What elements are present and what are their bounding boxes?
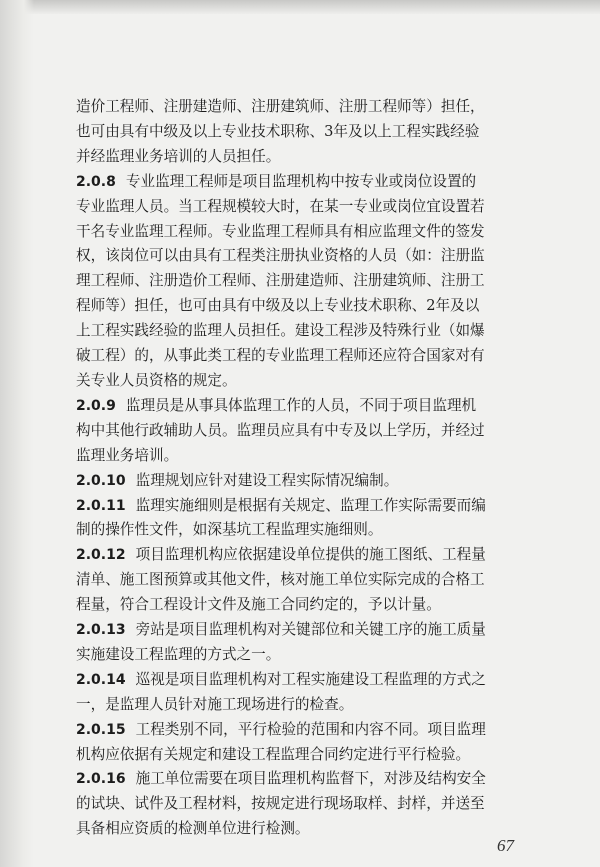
text-line (76, 618, 546, 643)
text-line (76, 469, 546, 494)
text-line (76, 543, 546, 568)
clause-number: 2.0.14 (76, 671, 126, 688)
clause-number: 2.0.9 (76, 397, 116, 414)
book-gutter-shadow (0, 0, 34, 867)
clause-text: 监理实施细则是根据有关规定、监理工作实际需要而编 (135, 496, 486, 514)
text-line: 关专业人员资格的规定。 (76, 371, 237, 389)
text-line (76, 494, 546, 519)
clause-text: 监理员是从事具体监理工作的人员，不同于项目监理机 (125, 396, 477, 414)
clause-number: 2.0.16 (76, 771, 126, 788)
page-number: 67 (497, 836, 514, 855)
clause-number: 2.0.10 (76, 472, 126, 489)
text-line (76, 767, 546, 792)
text-line: 理工程师、注册造价工程师、注册建造师、注册建筑师、注册工 (76, 272, 485, 290)
clause-number: 2.0.15 (76, 721, 126, 738)
clause-text: 施工单位需要在项目监理机构监督下，对涉及结构安全 (135, 770, 486, 788)
clause-text: 监理规划应针对建设工程实际情况编制。 (135, 471, 399, 489)
text-line: 专业监理人员。当工程规模较大时，在某一专业或岗位宜设置若 (76, 197, 485, 215)
clause-number: 2.0.13 (76, 622, 126, 639)
text-line: 机构应依据有关规定和建设工程监理合同约定进行平行检验。 (76, 745, 471, 763)
text-line: 监理业务培训。 (76, 446, 179, 464)
clause-number: 2.0.11 (76, 497, 126, 514)
text-line: 一，是监理人员针对施工现场进行的检查。 (76, 695, 354, 713)
clause-number: 2.0.8 (76, 173, 116, 190)
document-body (76, 95, 546, 842)
text-line: 权，该岗位可以由具有工程类注册执业资格的人员（如：注册监 (76, 247, 485, 265)
text-line: 制的操作性文件，如深基坑工程监理实施细则。 (76, 521, 383, 539)
text-line (76, 718, 546, 743)
clause-text: 巡视是项目监理机构对工程实施建设工程监理的方式之 (135, 670, 486, 688)
text-line: 破工程）的，从事此类工程的专业监理工程师还应符合国家对有 (76, 347, 485, 365)
text-line (76, 394, 546, 419)
clause-text: 项目监理机构应依据建设单位提供的施工图纸、工程量 (135, 546, 486, 564)
clause-text: 专业监理工程师是项目监理机构中按专业或岗位设置的 (125, 172, 477, 190)
text-line (76, 170, 546, 195)
scan-top-shadow (0, 0, 600, 14)
text-line: 上工程实践经验的监理人员担任。建设工程涉及特殊行业（如爆 (76, 322, 485, 340)
text-line: 程师等）担任，也可由具有中级及以上专业技术职称、2年及以 (76, 297, 480, 315)
text-line (76, 668, 546, 693)
text-line: 并经监理业务培训的人员担任。 (76, 147, 281, 165)
text-line: 程量，符合工程设计文件及施工合同约定的，予以计量。 (76, 596, 441, 614)
text-line: 具备相应资质的检测单位进行检测。 (76, 820, 310, 838)
text-line: 也可由具有中级及以上专业技术职称、3年及以上工程实践经验 (76, 122, 480, 140)
clause-text: 旁站是项目监理机构对关键部位和关键工序的施工质量 (135, 621, 486, 639)
text-line: 造价工程师、注册建造师、注册建筑师、注册工程师等）担任， (76, 98, 485, 115)
text-line: 清单、施工图预算或其他文件，核对施工单位实际完成的合格工 (76, 571, 485, 589)
text-line: 的试块、试件及工程材料，按规定进行现场取样、封样，并送至 (76, 795, 485, 813)
text-line: 构中其他行政辅助人员。监理员应具有中专及以上学历，并经过 (76, 421, 485, 439)
text-line: 干名专业监理工程师。专业监理工程师具有相应监理文件的签发 (76, 222, 485, 240)
text-line: 实施建设工程监理的方式之一。 (76, 645, 281, 663)
clause-number: 2.0.12 (76, 547, 126, 564)
clause-text: 工程类别不同，平行检验的范围和内容不同。项目监理 (135, 720, 486, 738)
